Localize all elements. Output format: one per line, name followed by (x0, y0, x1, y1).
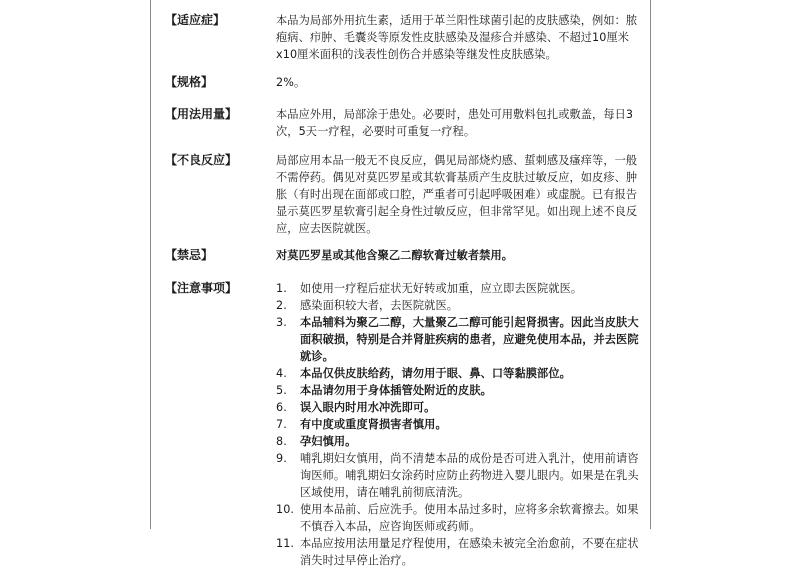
list-item (276, 382, 642, 399)
list-item-text: 感染面积较大者，去医院就医。 (300, 299, 459, 312)
list-item (276, 399, 642, 416)
list-item-number: 1. (276, 282, 287, 295)
indication-paragraph: 本品为局部外用抗生素，适用于革兰阳性球菌引起的皮肤感染，例如：脓疱病、疖肿、毛囊炎等原发性皮肤感染及湿疹合并感染、不超过10厘米x10厘米面积的浅表性创伤合并感染等继发性皮肤感染。 (276, 14, 638, 61)
label-spec: 【规格】 (165, 75, 214, 89)
usage-paragraph: 本品应外用，局部涂于患处。必要时，患处可用敷料包扎或敷盖，每日3次，5天一疗程，必要时可重复一疗程。 (276, 108, 634, 138)
list-item-text: 使用本品前、后应洗手。使用本品过多时，应将多余软膏擦去。如果不慎吞入本品，应咨询医师或药师。 (300, 503, 639, 533)
list-item-number: 2. (276, 299, 287, 312)
list-item (276, 297, 642, 314)
list-item-number: 10. (276, 503, 295, 516)
list-item-text: 哺乳期妇女慎用，尚不清楚本品的成份是否可进入乳汁，使用前请咨询医师。哺乳期妇女涂药时应防止药物进入婴儿眼内。如果是在乳头区域使用，请在哺乳前彻底清洗。 (300, 452, 639, 499)
precautions-list (276, 280, 642, 569)
spec-paragraph: 2%。 (276, 76, 306, 89)
left-margin-rule (150, 0, 151, 529)
list-item-text: 有中度或重度肾损害者慎用。 (300, 418, 447, 431)
list-item-text: 本品请勿用于身体插管处附近的皮肤。 (300, 384, 492, 397)
list-item-number: 11. (276, 537, 295, 550)
list-item-text: 本品辅料为聚乙二醇，大量聚乙二醇可能引起肾损害。因此当皮肤大面积破损，特别是合并肾脏疾病的患者，应避免使用本品，并去医院就诊。 (300, 316, 639, 363)
list-item (276, 280, 642, 297)
label-precautions: 【注意事项】 (165, 281, 238, 295)
list-item (276, 535, 642, 569)
contraindication-paragraph: 对莫匹罗星或其他含聚乙二醇软膏过敏者禁用。 (276, 249, 514, 262)
text-adverse (276, 152, 642, 237)
list-item-text: 孕妇慎用。 (300, 435, 357, 448)
list-item (276, 365, 642, 382)
list-item (276, 314, 642, 365)
list-item-text: 如使用一疗程后症状无好转或加重，应立即去医院就医。 (300, 282, 583, 295)
list-item (276, 450, 642, 501)
list-item-number: 6. (276, 401, 287, 414)
right-margin-rule (650, 0, 651, 529)
list-item-text: 本品应按用法用量足疗程使用，在感染未被完全治愈前，不要在症状消失时过早停止治疗。 (300, 537, 639, 567)
text-contraindication (276, 247, 642, 264)
list-item-text: 误入眼内时用水冲洗即可。 (300, 401, 436, 414)
label-indication: 【适应症】 (165, 13, 226, 27)
list-item-number: 5. (276, 384, 287, 397)
text-usage (276, 106, 642, 140)
list-item-number: 7. (276, 418, 287, 431)
label-usage: 【用法用量】 (165, 107, 238, 121)
list-item (276, 416, 642, 433)
adverse-paragraph: 局部应用本品一般无不良反应，偶见局部烧灼感、蜇刺感及瘙痒等，一般不需停药。偶见对莫匹罗星或其软膏基质产生皮肤过敏反应，如皮疹、肿胀（有时出现在面部或口腔，严重者可引起呼吸困难）或虚脱。已有报告显示莫匹罗星软膏引起全身性过敏反应，但非常罕见。如出现上述不良反应，应去医院就医。 (276, 154, 638, 235)
label-adverse: 【不良反应】 (165, 153, 238, 167)
list-item (276, 501, 642, 535)
list-item-number: 8. (276, 435, 287, 448)
precautions-list-container (276, 280, 642, 569)
list-item-number: 3. (276, 316, 287, 329)
text-indication (276, 12, 642, 63)
text-spec (276, 74, 642, 91)
list-item-text: 本品仅供皮肤给药，请勿用于眼、鼻、口等黏膜部位。 (300, 367, 571, 380)
label-contraindication: 【禁忌】 (165, 248, 214, 262)
list-item-number: 9. (276, 452, 287, 465)
list-item (276, 433, 642, 450)
list-item-number: 4. (276, 367, 287, 380)
